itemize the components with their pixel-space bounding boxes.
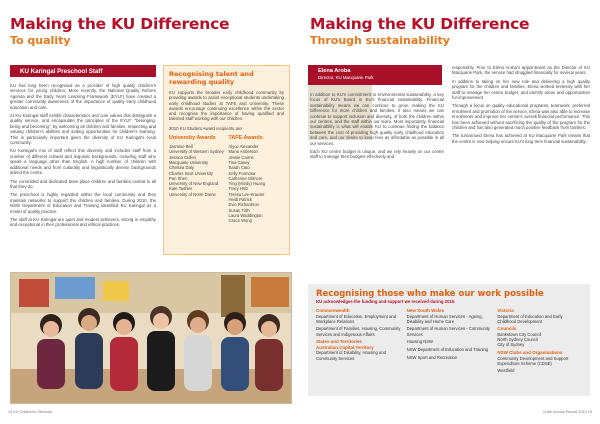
support-item: Westfield: [497, 368, 515, 374]
award-box-title: Recognising talent and rewarding quality: [169, 70, 254, 86]
right-col2-text: [452, 65, 590, 147]
support-column-1: [316, 308, 401, 376]
list-item: Jessica Cullen: [169, 154, 196, 160]
support-box: [308, 284, 590, 396]
list-item: Teresa Lee-Krauter: [228, 191, 265, 197]
person-role: Director, KU Macquarie Park: [318, 75, 374, 80]
support-item: NSW Sport and Recreation: [406, 354, 458, 360]
support-item: Housing NSW: [406, 339, 433, 345]
list-item: Catherine Gilmore: [228, 175, 263, 181]
paragraph: In addition to taking on her new role and delivering a high quality program for the children and families, Elena worked tirelessly with her staff to manage her centre budget, and identify areas and opportunities for improvement.: [452, 78, 590, 101]
support-item: Department of Families, Housing, Community Services and Indigenous Affairs: [316, 326, 401, 337]
tafe-awards-list: [229, 144, 285, 223]
paragraph: responsibly. Prior to Elena Aroba's appointment as the Director of KU Macquarie Park, the service had struggled financially for several years.: [452, 65, 590, 76]
list-item: Evie Richardson: [228, 202, 259, 208]
list-item: Kate Tashler: [169, 186, 193, 192]
support-item: Community Development and Support Expenditure Scheme (CDSE): [497, 355, 569, 366]
paragraph: The committed and dedicated team place children and families central to all that they do.: [10, 178, 156, 189]
list-item: Kelly Formosa: [228, 170, 256, 176]
support-item: Bankstown City Council: [497, 331, 542, 337]
paragraph: The preschool is highly regarded within the local community and they maintain networks to support the children and families. During 2010, the NSW Department of Education and Training identified KU Karingal as a model of quality practice.: [10, 192, 156, 214]
support-item: Department of Education, Employment and Workplace Relations: [316, 313, 397, 324]
list-item: Macquarie University: [169, 159, 209, 165]
list-item: Sarah Cato: [228, 165, 250, 171]
support-subtitle: KU acknowledges the funding and support we received during 2010.: [316, 299, 456, 304]
paragraph: The staff at KU Karingal are quiet and modest achievers, strong in empathy and exceptional in their professional and ethical practices.: [10, 216, 156, 228]
university-awards-heading: University Awards: [169, 135, 216, 142]
support-heading: Victoria: [497, 308, 514, 313]
list-item: Jessie Cairns: [228, 154, 254, 160]
list-item: Ying (Mindy) Huang: [228, 181, 266, 187]
page-footer: 14 KU Children's Services: [8, 410, 52, 414]
page-title: Making the KU Difference: [310, 15, 530, 33]
university-awards-list: [169, 144, 225, 197]
list-item: Jasmine Bell: [169, 144, 193, 150]
support-heading: Australian Capital Territory: [316, 344, 374, 350]
list-item: Pan Shen: [169, 175, 188, 181]
paragraph: KU Karingal's mix of staff reflect this diversity and includes staff from a number of different cultural and linguistic backgrounds, including staff who speak a language other than English. A high number of children with additional needs and from culturally and linguistically diverse backgrounds attend the centre.: [10, 148, 156, 176]
staff-group-photo: [10, 272, 292, 404]
right-col1-text: [310, 92, 444, 163]
list-item: Susan Tirth: [228, 207, 250, 213]
person-bar: [308, 65, 442, 85]
support-item: Department of Education and Early Childhood Development: [497, 313, 563, 324]
paragraph: Each KU centre budget is unique, and we rely heavily on our centre staff to manage their budgets effectively and: [310, 149, 444, 160]
list-item: University of New England: [169, 181, 219, 187]
list-item: Laura Waddington: [228, 212, 263, 218]
left-body-text: [10, 83, 156, 231]
section-bar: KU Karingal Preschool Staff: [10, 65, 156, 77]
support-item: Department of Human Services - Community Services: [406, 326, 490, 337]
support-item: City of Sydney: [497, 342, 525, 348]
list-item: Tracy Hslz: [228, 186, 249, 192]
page-footer: 115th Annual Report 2010 15: [542, 410, 592, 414]
paragraph: In addition to KU's commitment to environmental sustainability, a key focus of KU's Board is KU's financial sustainability. Financial sustainability means we can continue to grow, making the KU Difference for more children and families. It also means we can continue to support inclusion and diversity, of both the children within our centres, and the staff within our team. Most importantly, financial sustainability is what will enable KU to continue finding the balance between the cost of providing high quality early childhood education and care, and our desire to keep fees as affordable as possible in all our services.: [310, 92, 444, 146]
page-subtitle: To quality: [10, 34, 71, 47]
support-heading: NSW Clubs and Organisations: [497, 350, 563, 356]
page-title: Making the KU Difference: [10, 15, 230, 33]
support-heading: States and Territories: [316, 339, 362, 345]
award-box: [163, 65, 290, 255]
paragraph: KU has long been recognised as a provider of high quality children's services for young children. More recently, the National Quality Reform Agenda and the Early Years Learning Framework (EYLF) have created a greater community awareness of the importance of quality early childhood education and care.: [10, 83, 156, 110]
person-name: Elena Aroba: [318, 68, 351, 74]
support-heading: New South Wales: [406, 308, 445, 313]
support-item: Department of Disability, Housing and Community Services: [316, 350, 386, 361]
support-column-2: [407, 308, 492, 376]
university-awards-column: [169, 135, 225, 223]
list-item: Alyce Alexander: [228, 144, 259, 150]
support-column-3: [497, 308, 582, 376]
list-item: Marie Anderson: [228, 149, 258, 155]
support-item: Department of Human Services - Ageing, Disability and Home Care: [406, 313, 483, 324]
list-item: University of Western Sydney: [169, 149, 224, 155]
paragraph: At KU Karingal staff exhibit characteristics and core values that distinguish a quality service, and encapsulate the principles of the EYLF: "belonging, being and becoming", by welcoming all children and families, respecting and valuing children's abilities and setting opportunities for children's learning. This is particularly important given the diversity of KU Karingal's local community.: [10, 113, 156, 146]
list-item: Charles Sturt University: [169, 170, 213, 176]
list-item: University of Notre Dame: [169, 191, 216, 197]
tafe-awards-heading: TAFE Awards: [228, 135, 263, 142]
support-title: Recognising those who make our work possible: [316, 289, 544, 299]
support-heading: Councils: [497, 326, 517, 332]
paragraph: The turnaround Elena has achieved at KU Macquarie Park means that the centre is now helping ensure KU's long term financial sustainability.: [452, 133, 590, 144]
paragraph: Through a focus on quality educational programs, teamwork, preferred enrolment and promotion of the service, Elena was also able to increase enrolments and improve her centre's overall financial performance. This has been achieved without sacrificing the quality of the program for the children and has also generated much positive feedback from families.: [452, 103, 590, 131]
support-item: NSW Department of Education and Training: [406, 347, 489, 353]
list-item: Heidi Patrick: [228, 197, 253, 203]
list-item: Grace Wong: [228, 218, 252, 224]
tafe-awards-column: [229, 135, 285, 223]
page-subtitle: Through sustainability: [310, 34, 450, 47]
list-item: Tina Casey: [228, 159, 250, 165]
list-item: Chelsea Daly: [169, 165, 194, 171]
support-item: North Sydney Council: [497, 337, 538, 343]
award-box-text2: 2010 KU Student Award recipients are:: [169, 125, 243, 131]
support-heading: Commonwealth: [316, 308, 350, 313]
award-box-text: KU supports the broader early childhood community by providing awards to assist exceptional students undertaking early childhood studies at TAFE and University. These awards encourage continuing excellence within the sector and recognise the importance of having qualified and talented staff working with our children.: [169, 90, 284, 122]
